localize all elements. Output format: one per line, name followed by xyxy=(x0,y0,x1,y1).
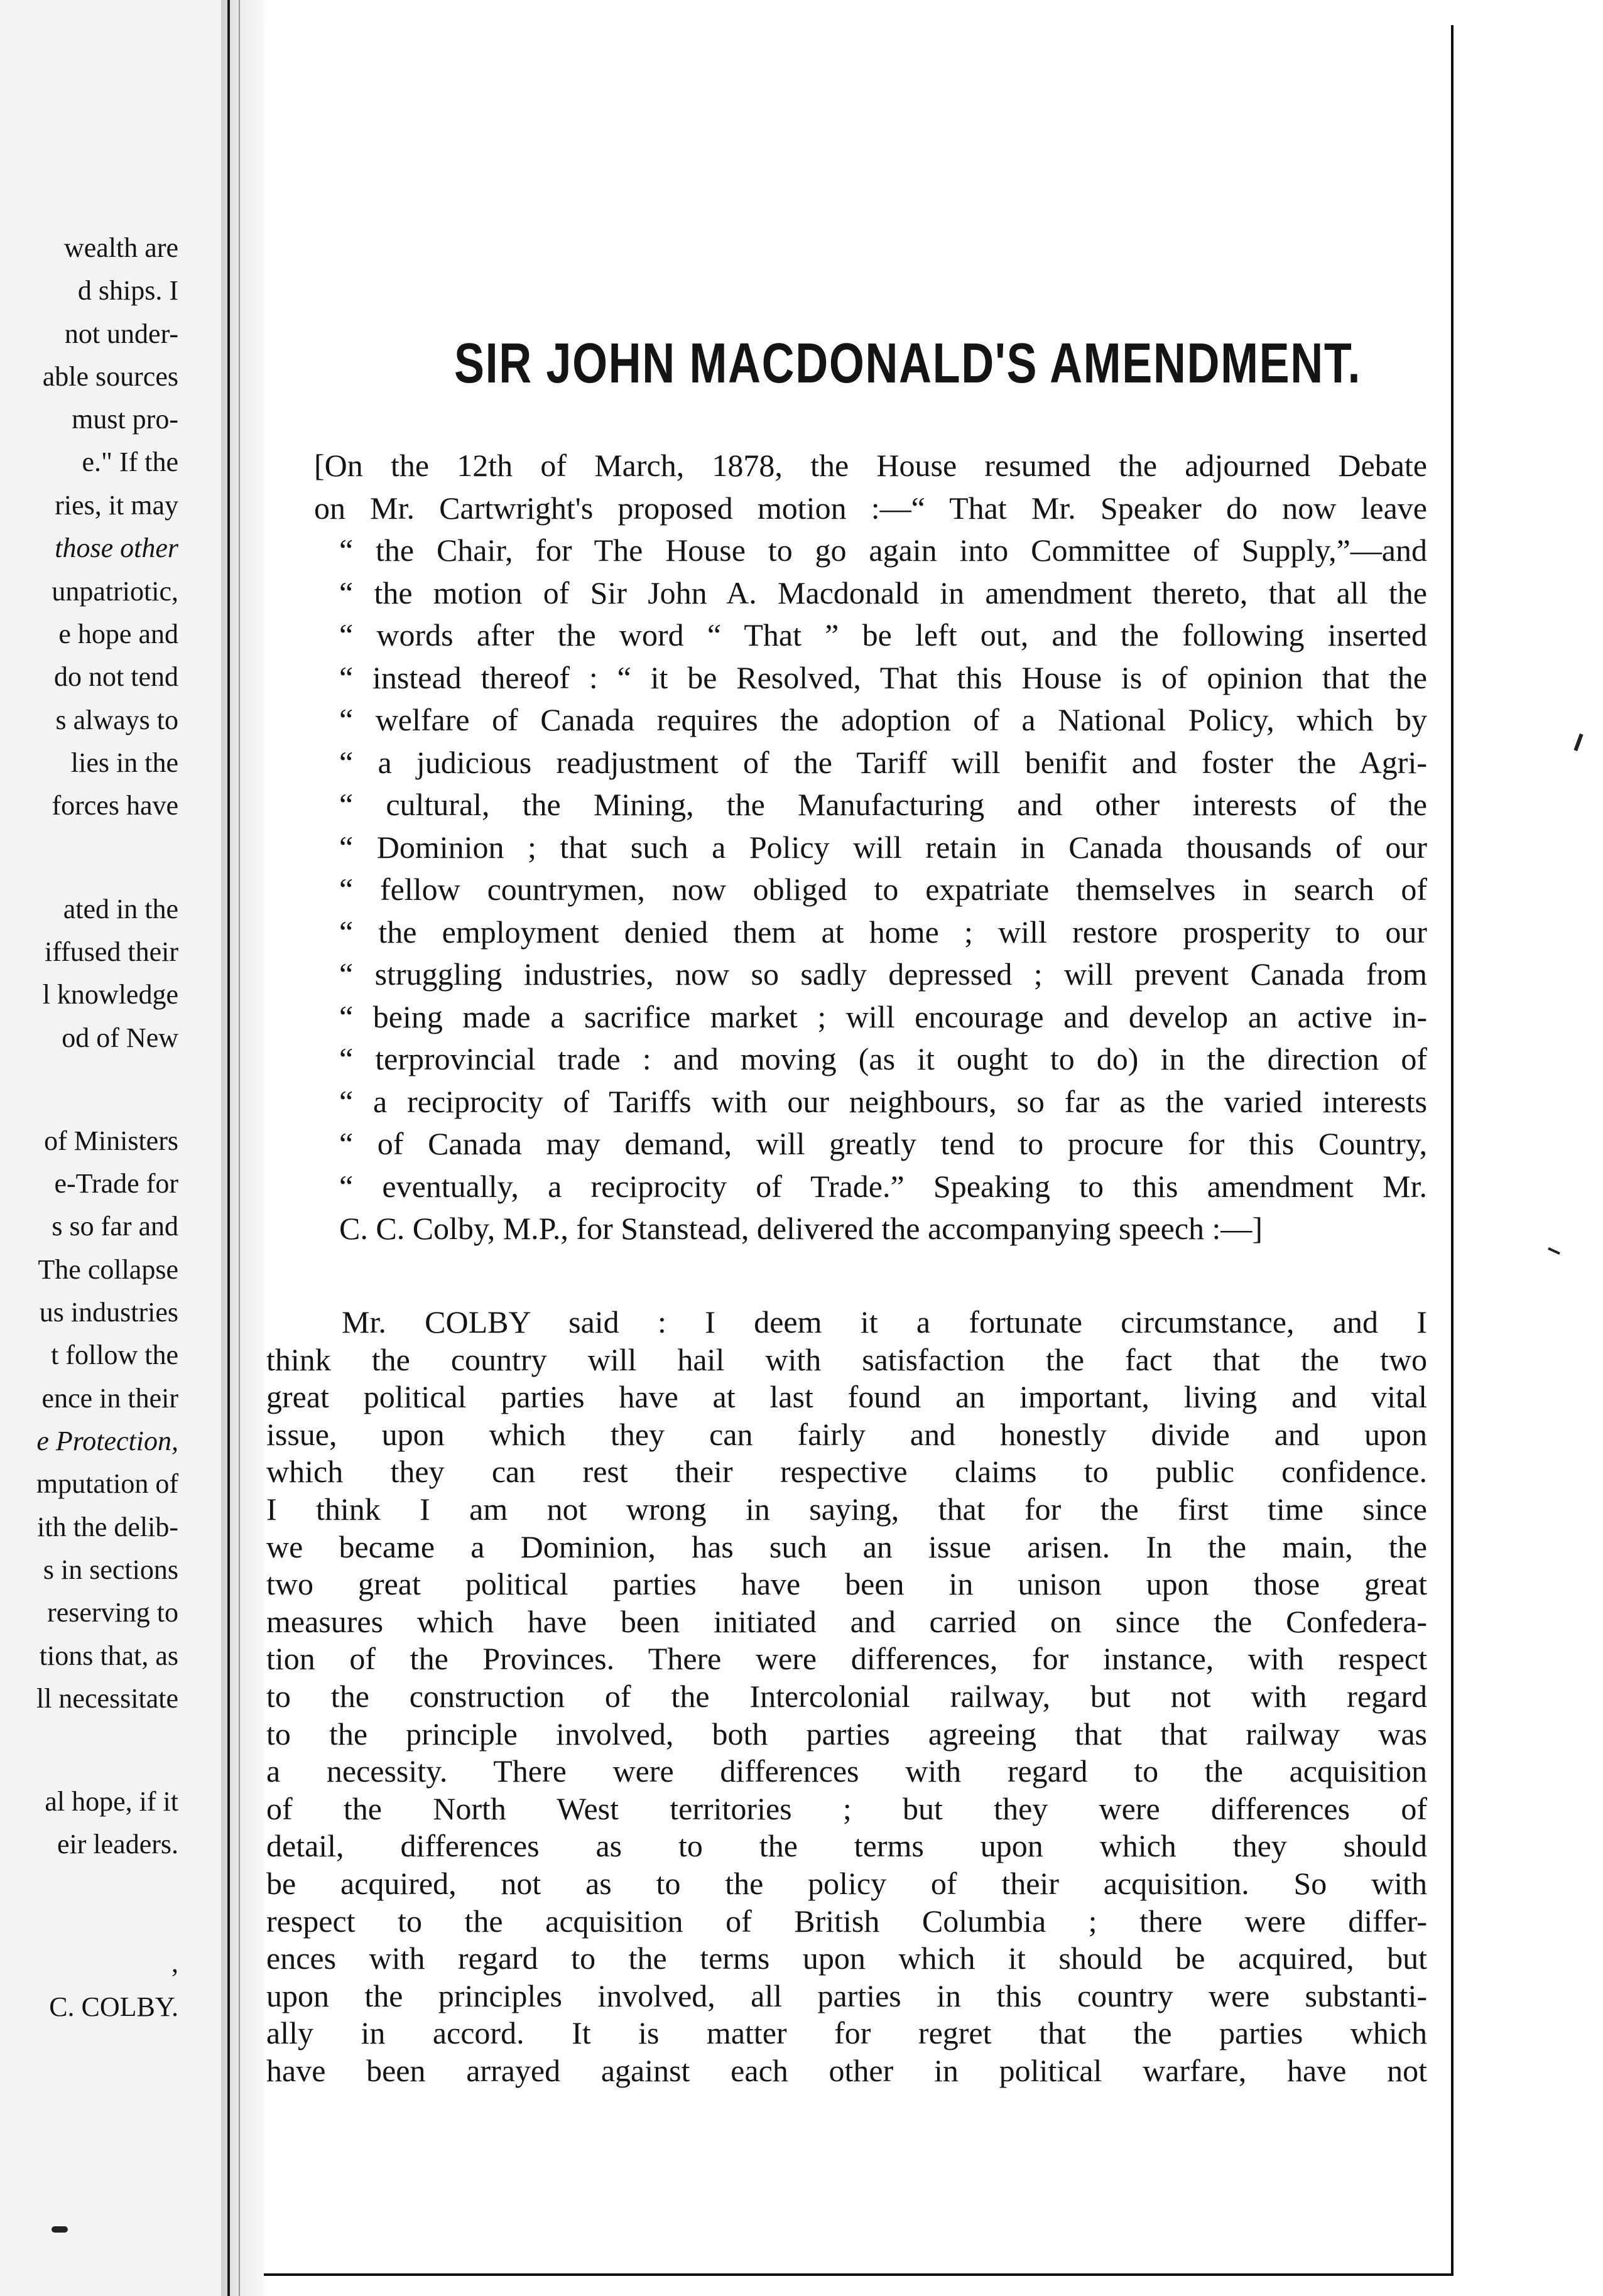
body-line: of the North West territories ; but they were differences of xyxy=(266,1790,1427,1826)
body-line: two great political parties have been in unison upon those great xyxy=(266,1566,1427,1602)
facing-page-line: eir leaders. xyxy=(57,1829,178,1860)
body-line: Mr. COLBY said : I deem it a fortunate circumstance, and I xyxy=(342,1304,1427,1340)
body-line: be acquired, not as to the policy of their acquisition. So with xyxy=(266,1865,1427,1901)
body-line: tion of the Provinces. There were differences, for instance, with respect xyxy=(266,1641,1427,1677)
body-line: to the principle involved, both parties agreeing that that railway was xyxy=(266,1716,1427,1752)
facing-page-line: must pro- xyxy=(72,404,178,435)
facing-page-line: t follow the xyxy=(51,1340,178,1370)
binding-edge-line-inner xyxy=(239,0,240,2296)
scan-speck xyxy=(1573,734,1583,751)
facing-page-line: od of New xyxy=(62,1022,178,1053)
facing-page-line: forces have xyxy=(52,790,178,821)
facing-page-line: not under- xyxy=(64,318,178,349)
facing-page-line: wealth are xyxy=(64,232,178,263)
facing-page-line: e hope and xyxy=(58,619,178,649)
facing-page-line: s in sections xyxy=(43,1554,178,1585)
intro-line: “ the Chair, for The House to go again into Committee of Supply,”—and xyxy=(339,533,1427,568)
intro-line: “ cultural, the Mining, the Manufacturing and other interests of the xyxy=(339,787,1427,822)
facing-page-line: e." If the xyxy=(82,447,178,477)
binding-edge-line xyxy=(227,0,230,2296)
scan-speck xyxy=(52,2226,68,2233)
facing-page-line: The collapse xyxy=(38,1254,178,1285)
intro-line: “ welfare of Canada requires the adoption of a National Policy, which by xyxy=(339,702,1427,737)
intro-line: “ being made a sacrifice market ; will encourage and develop an active in- xyxy=(339,999,1427,1034)
body-line: measures which have been initiated and carried on since the Confedera- xyxy=(266,1603,1427,1639)
intro-line: “ struggling industries, now so sadly depressed ; will prevent Canada from xyxy=(339,956,1427,992)
body-line: I think I am not wrong in saying, that for the first time since xyxy=(266,1491,1427,1527)
facing-page-line: ll necessitate xyxy=(36,1683,178,1714)
facing-page-line: us industries xyxy=(39,1297,178,1328)
facing-page-line: reserving to xyxy=(47,1597,178,1628)
speech-paragraph xyxy=(266,1304,1427,2089)
intro-line: on Mr. Cartwright's proposed motion :—“ That Mr. Speaker do now leave xyxy=(314,490,1427,526)
body-line: to the construction of the Intercolonial railway, but not with regard xyxy=(266,1678,1427,1714)
body-line: great political parties have at last found an important, living and vital xyxy=(266,1379,1427,1415)
intro-line: “ of Canada may demand, will greatly tend to procure for this Country, xyxy=(339,1126,1427,1161)
body-line: think the country will hail with satisfaction the fact that the two xyxy=(266,1341,1427,1377)
document-page xyxy=(264,25,1454,2276)
intro-line: “ terprovincial trade : and moving (as it ought to do) in the direction of xyxy=(339,1041,1427,1076)
facing-page-fragment xyxy=(0,0,221,2296)
page-title: SIR JOHN MACDONALD'S AMENDMENT. xyxy=(454,332,1362,395)
intro-line: “ Dominion ; that such a Policy will retain in Canada thousands of our xyxy=(339,829,1427,865)
facing-page-line: s so far and xyxy=(52,1211,178,1242)
body-line: detail, differences as to the terms upon which they should xyxy=(266,1828,1427,1864)
body-line: a necessity. There were differences with regard to the acquisition xyxy=(266,1753,1427,1789)
body-line: upon the principles involved, all parties in this country were substanti- xyxy=(266,1978,1427,2013)
intro-line: C. C. Colby, M.P., for Stanstead, delivered the accompanying speech :—] xyxy=(339,1211,1263,1246)
body-line: issue, upon which they can fairly and honestly divide and upon xyxy=(266,1416,1427,1452)
intro-line: “ a reciprocity of Tariffs with our neighbours, so far as the varied interests xyxy=(339,1083,1427,1119)
facing-page-line: l knowledge xyxy=(42,979,178,1010)
intro-line: [On the 12th of March, 1878, the House resumed the adjourned Debate xyxy=(314,448,1427,483)
body-line: ally in accord. It is matter for regret that the parties which xyxy=(266,2015,1427,2051)
facing-page-line: ence in their xyxy=(41,1383,178,1414)
body-line: respect to the acquisition of British Columbia ; there were differ- xyxy=(266,1903,1427,1939)
intro-line: “ the employment denied them at home ; will restore prosperity to our xyxy=(339,914,1427,950)
facing-page-line: e Protection, xyxy=(36,1426,178,1456)
intro-line: “ fellow countrymen, now obliged to expatriate themselves in search of xyxy=(339,872,1427,907)
facing-page-line: of Ministers xyxy=(44,1125,178,1156)
facing-page-line: s always to xyxy=(55,705,178,735)
intro-line: “ the motion of Sir John A. Macdonald in amendment thereto, that all the xyxy=(339,575,1427,610)
facing-page-line: iffused their xyxy=(44,936,178,967)
facing-page-line: ated in the xyxy=(63,894,178,924)
facing-page-line: mputation of xyxy=(36,1468,178,1499)
body-line: have been arrayed against each other in political warfare, have not xyxy=(266,2052,1427,2088)
facing-page-line: C. COLBY. xyxy=(49,1991,178,2022)
facing-page-line: ries, it may xyxy=(55,490,178,521)
facing-page-line: ith the delib- xyxy=(37,1512,178,1542)
facing-page-line: al hope, if it xyxy=(45,1786,178,1817)
body-line: we became a Dominion, has such an issue arisen. In the main, the xyxy=(266,1529,1427,1564)
facing-page-line: able sources xyxy=(42,361,178,392)
facing-page-line: , xyxy=(171,1947,178,1978)
facing-page-line: unpatriotic, xyxy=(52,576,178,607)
facing-page-line: e-Trade for xyxy=(54,1168,178,1199)
facing-page-line: those other xyxy=(55,533,178,563)
body-line: which they can rest their respective claims to public confidence. xyxy=(266,1454,1427,1490)
intro-line: “ a judicious readjustment of the Tariff will benifit and foster the Agri- xyxy=(339,744,1427,780)
intro-line: “ words after the word “ That ” be left out, and the following inserted xyxy=(339,617,1427,653)
intro-paragraph xyxy=(314,445,1427,1250)
body-line: ences with regard to the terms upon which it should be acquired, but xyxy=(266,1941,1427,1976)
intro-line: “ instead thereof : “ it be Resolved, That this House is of opinion that the xyxy=(339,659,1427,695)
scan-speck xyxy=(1548,1247,1560,1255)
intro-line: “ eventually, a reciprocity of Trade.” Speaking to this amendment Mr. xyxy=(339,1168,1427,1204)
facing-page-line: do not tend xyxy=(54,661,178,692)
facing-page-line: lies in the xyxy=(70,747,178,778)
facing-page-line: tions that, as xyxy=(39,1640,178,1671)
facing-page-line: d ships. I xyxy=(77,275,178,306)
